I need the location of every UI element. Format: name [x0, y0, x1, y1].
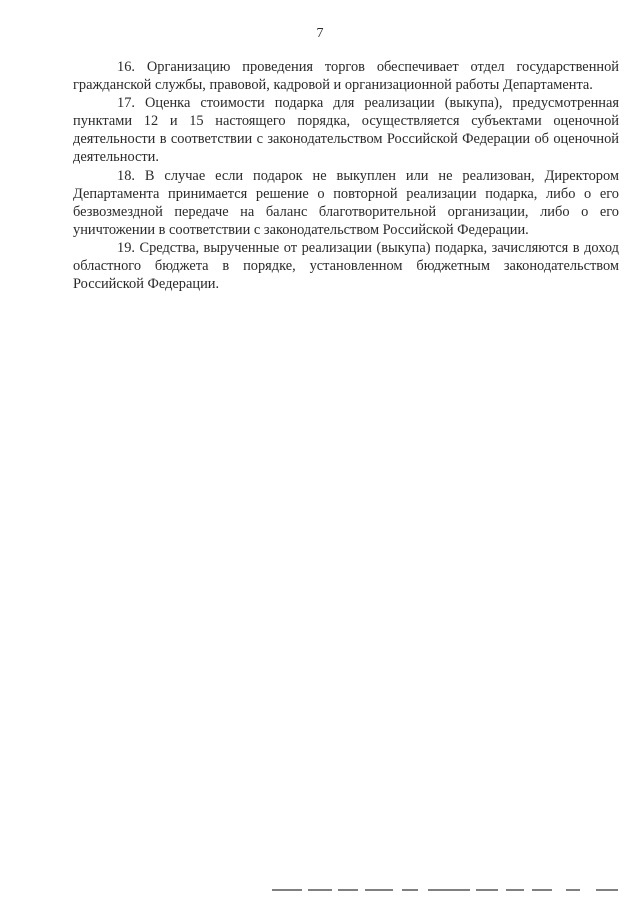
paragraph-17: 17. Оценка стоимости подарка для реализации (выкупа), предусмотренная пунктами 12 и 15 настоящего порядка, осуществляется субъектами оценочной деятельности в соответствии с законодательством Российской Федерации об оценочной деятельности.	[73, 95, 619, 166]
document-body	[73, 58, 619, 293]
page-number: 7	[316, 26, 324, 41]
paragraph-18: 18. В случае если подарок не выкуплен или не реализован, Директором Департамента принимается решение о повторной реализации подарка, либо о его безвозмездной передаче на баланс благотворительной организации, либо о его уничтожении в соответствии с законодательством Российской Федерации.	[73, 167, 619, 238]
paragraph-19: 19. Средства, вырученные от реализации (выкупа) подарка, зачисляются в доход областного бюджета в порядке, установленном бюджетным законодательством Российской Федерации.	[73, 239, 619, 293]
paragraph-16: 16. Организацию проведения торгов обеспечивает отдел государственной гражданской службы, правовой, кадровой и организационной работы Департамента.	[73, 59, 619, 94]
